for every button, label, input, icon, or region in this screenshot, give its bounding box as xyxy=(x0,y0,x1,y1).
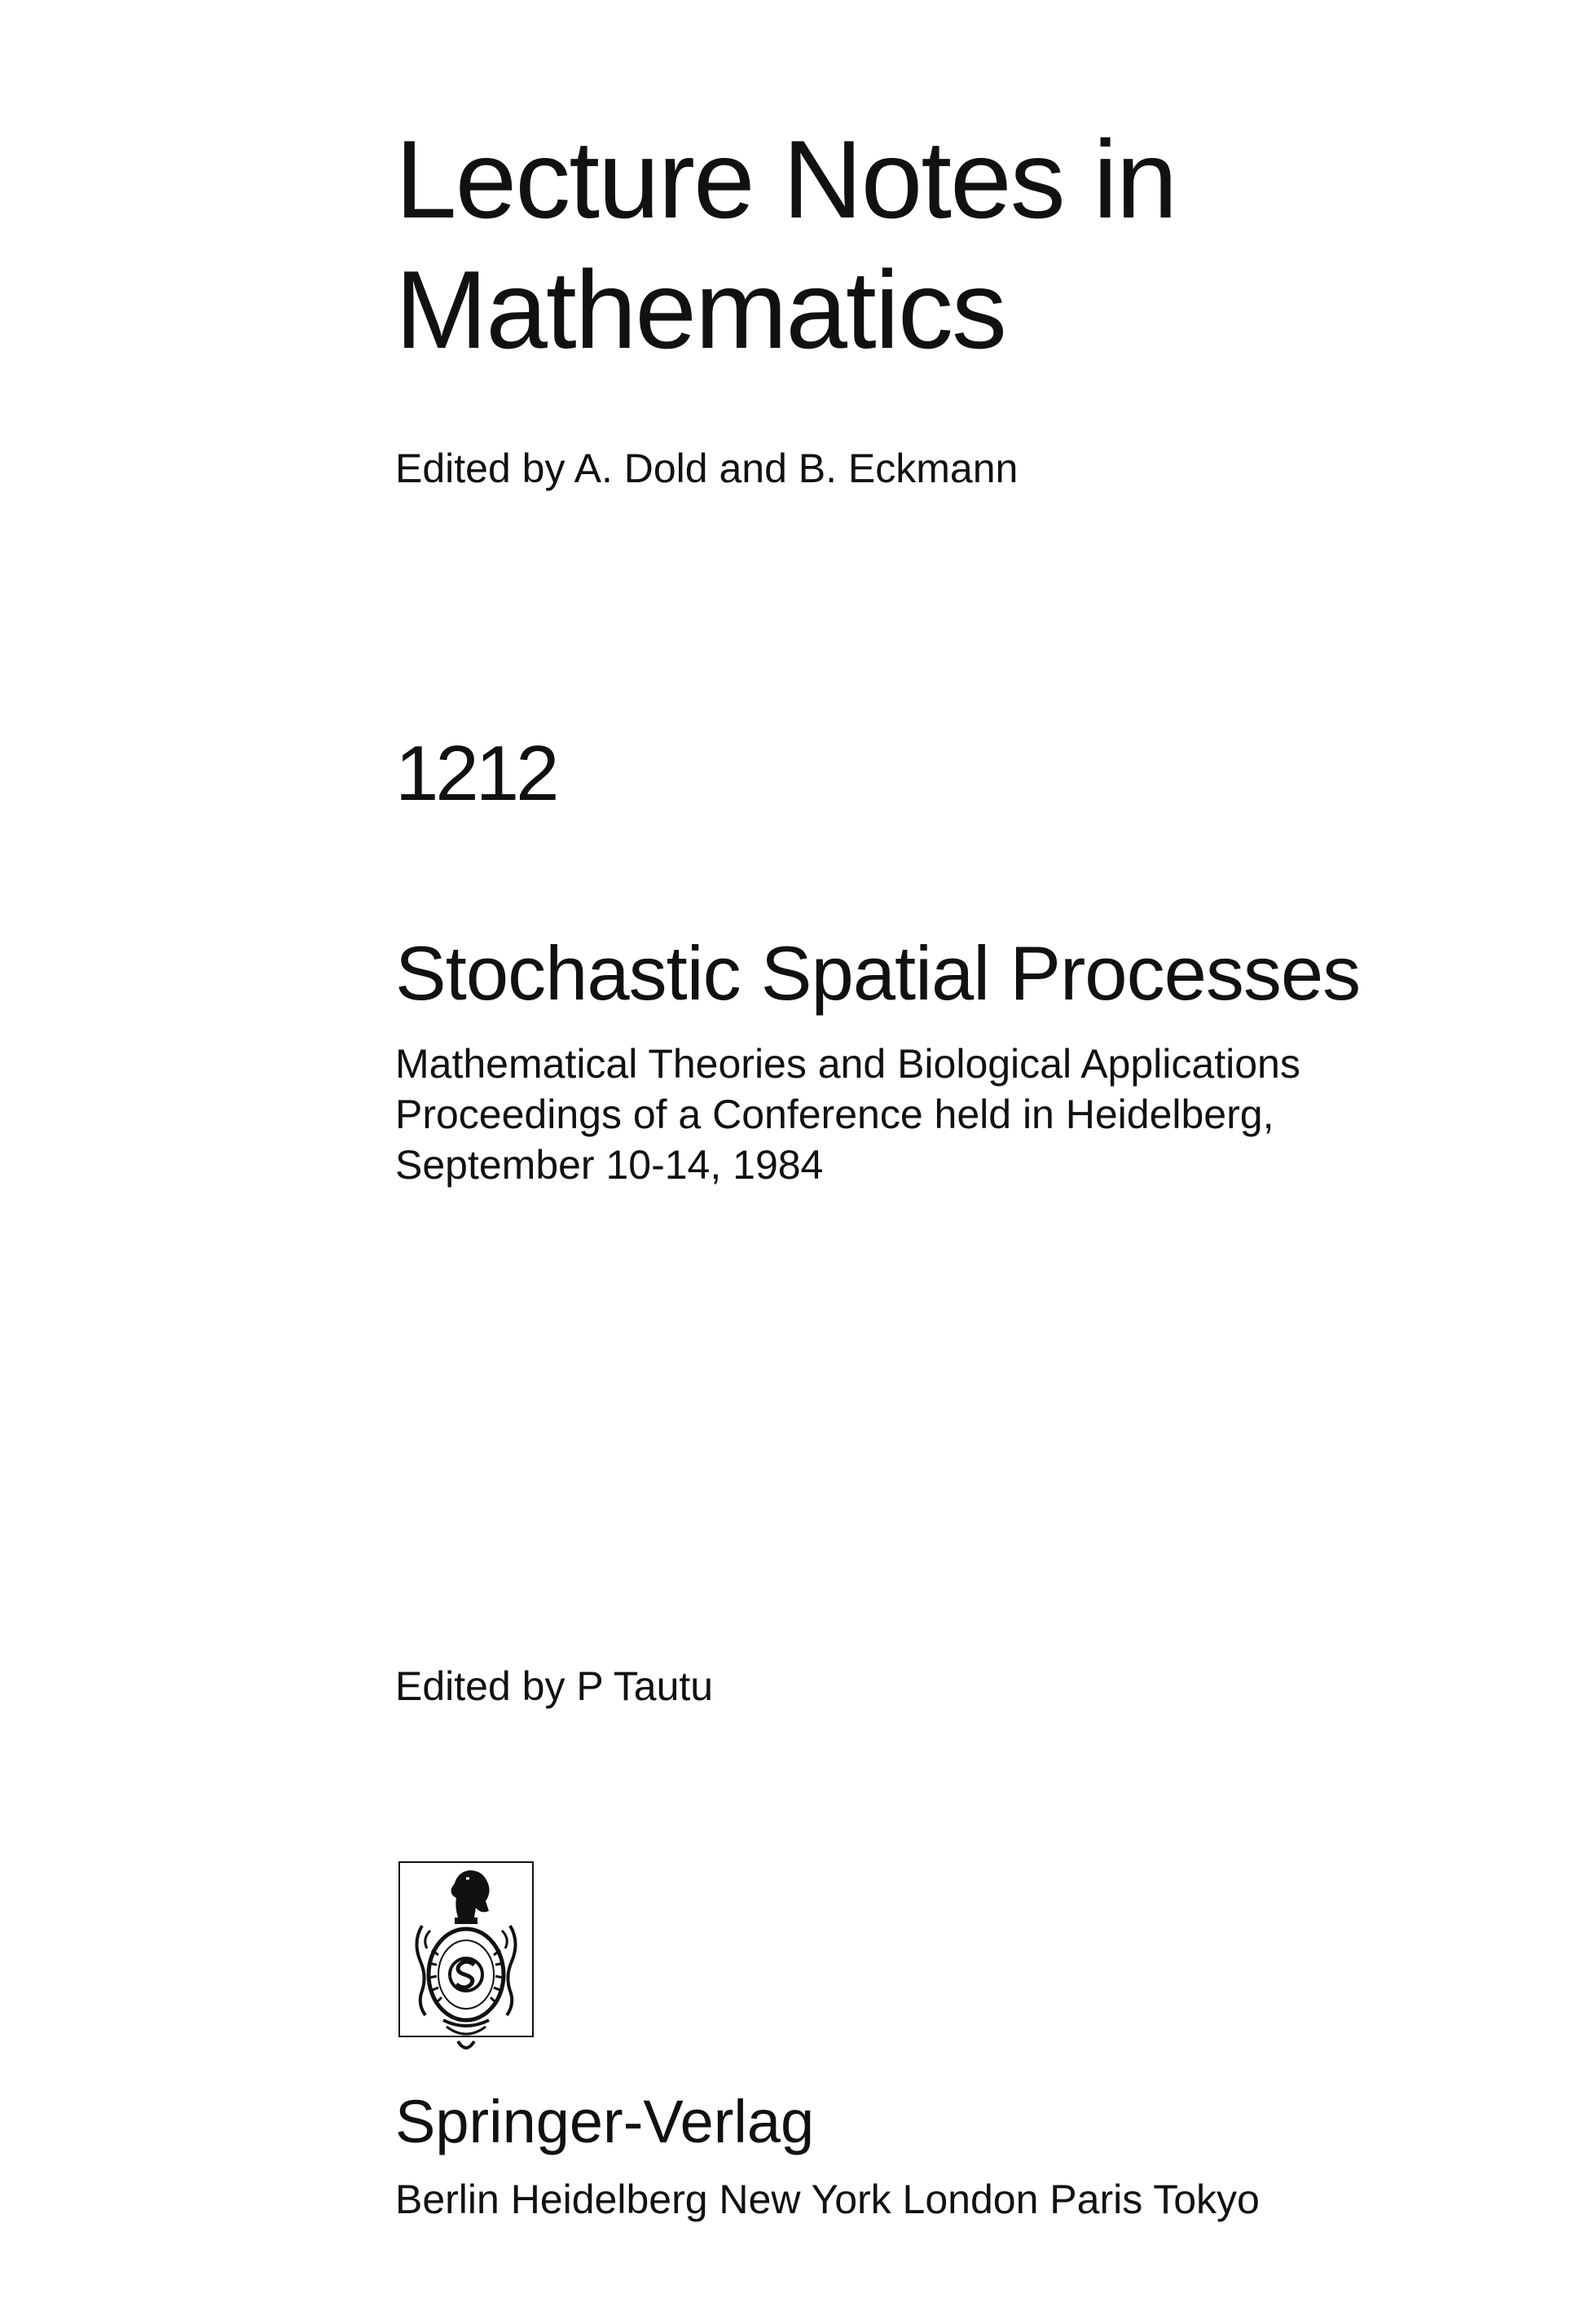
series-editors: Edited by A. Dold and B. Eckmann xyxy=(395,446,1019,491)
subtitle-line-3: September 10-14, 1984 xyxy=(395,1142,824,1188)
subtitle-line-2: Proceedings of a Conference held in Heidelberg, xyxy=(395,1092,1274,1137)
volume-number: 1212 xyxy=(395,730,557,817)
springer-knight-logo-icon xyxy=(398,1861,535,2056)
publisher-name: Springer-Verlag xyxy=(395,2088,815,2155)
volume-editor: Edited by P Tautu xyxy=(395,1663,714,1709)
subtitle-line-1: Mathematical Theories and Biological Applications xyxy=(395,1041,1300,1087)
book-title: Stochastic Spatial Processes xyxy=(395,930,1361,1016)
book-subtitle xyxy=(395,1039,1300,1190)
publisher-cities: Berlin Heidelberg New York London Paris Tokyo xyxy=(395,2177,1260,2222)
series-title-line-2: Mathematics xyxy=(395,248,1006,371)
series-title-line-1: Lecture Notes in xyxy=(395,117,1177,241)
series-title xyxy=(395,114,1176,375)
